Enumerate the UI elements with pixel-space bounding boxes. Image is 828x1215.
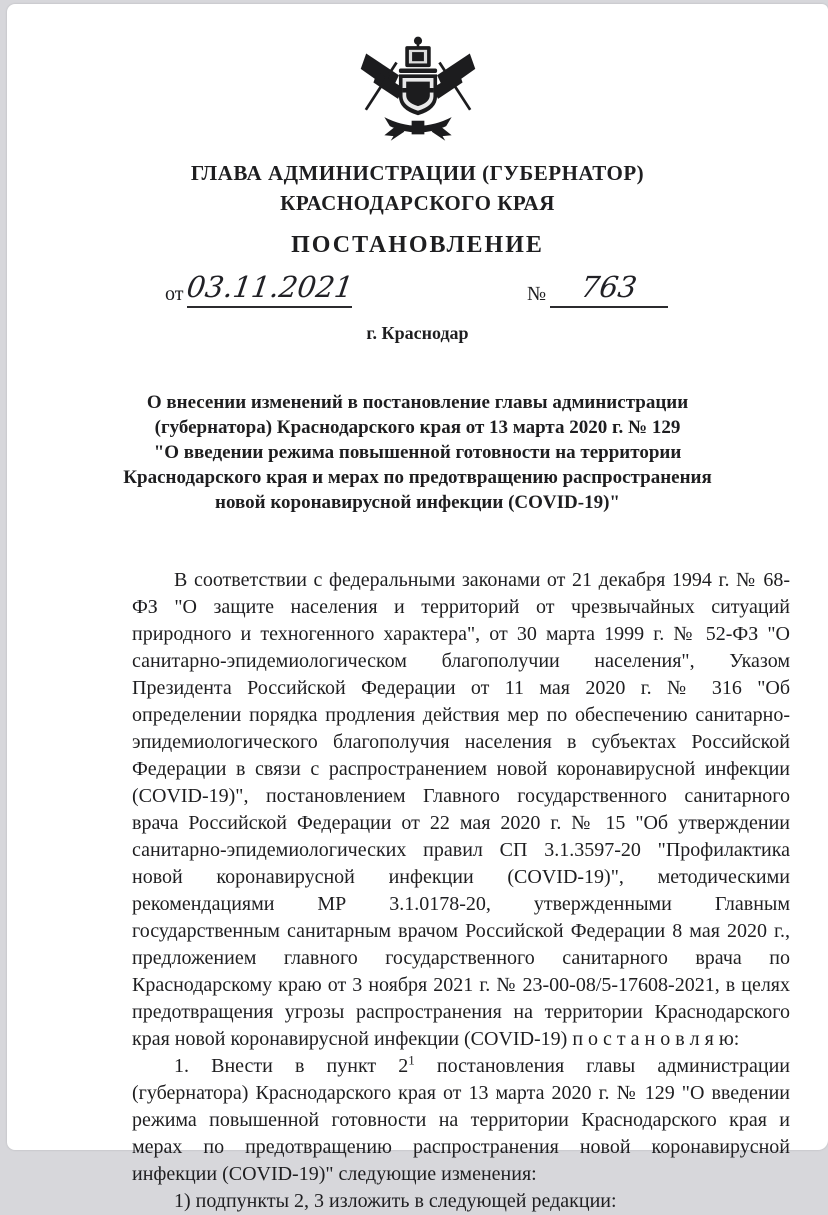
decree-body [132, 567, 790, 1215]
issuing-authority [7, 158, 828, 218]
amendment-paragraph-start: 1. Внести в пункт 2 [174, 1055, 409, 1077]
decree-title-line-1: О внесении изменений в постановление главы администрации [146, 392, 689, 413]
issuing-authority-line-1: ГЛАВА АДМИНИСТРАЦИИ (ГУБЕРНАТОР) [190, 161, 645, 185]
emblem-container [7, 4, 828, 142]
number-underline [550, 269, 668, 308]
point-superscript: 1 [408, 1052, 415, 1068]
date-label: от [165, 283, 184, 305]
preamble-paragraph: В соответствии с федеральными законами от 21 декабря 1994 г. № 68-ФЗ "О защите населения и территорий от чрезвычайных ситуаций природного и техногенного характера", от 30 марта 1999 г. № 52-ФЗ "О санитарно-эпидемиологическом благополучии населения", Указом Президента Российской Федерации от 11 мая 2020 г. № 316 "Об определении порядка продления действия мер по обеспечению санитарно-эпидемиологического благополучия населения в субъектах Российской Федерации в связи с распространением новой коронавирусной инфекции (COVID-19)", постановлением Главного государственного санитарного врача Российской Федерации от 22 мая 2020 г. № 15 "Об утверждении санитарно-эпидемиологических правил СП 3.1.3597-20 "Профилактика новой коронавирусной инфекции (COVID-19)", методическими рекомендациями МР 3.1.0178-20, утвержденными Главным государственным санитарным врачом Российской Федерации 8 мая 2020 г., предложением главного государственного санитарного врача по Краснодарскому краю от 3 ноября 2021 г. № 23-00-08/5-17608-2021, в целях предотвращения угрозы распространения на территории Краснодарского края новой коронавирусной инфекции (COVID-19) п о с т а н о в л я ю: [132, 569, 790, 1050]
decree-title-line-5: новой коронавирусной инфекции (COVID-19)" [215, 492, 620, 513]
subitem-paragraph: 1) подпункты 2, 3 изложить в следующей редакции: [174, 1190, 617, 1212]
document-type-heading: ПОСТАНОВЛЕНИЕ [291, 232, 544, 258]
decree-title [108, 390, 728, 515]
krasnodar-coat-of-arms-icon [358, 34, 478, 142]
decree-title-line-2: (губернатора) Краснодарского края от 13 марта 2020 г. № 129 [154, 417, 681, 438]
date-underline [184, 269, 356, 308]
decree-title-line-3: "О введении режима повышенной готовности на территории [153, 442, 682, 463]
handwritten-number: 763 [578, 270, 640, 304]
decree-title-line-4: Краснодарского края и мерах по предотвращению распространения [123, 467, 712, 488]
city-line: г. Краснодар [366, 323, 469, 343]
document-page [7, 4, 828, 1212]
issuing-authority-line-2: КРАСНОДАРСКОГО КРАЯ [280, 191, 555, 215]
amendment-paragraph-rest: постановления главы администрации (губернатора) Краснодарского края от 13 марта 2020 г. № 129 "О введении режима повышенной готовности на территории Краснодарского края и мерах по предотвращению распространения новой коронавирусной инфекции (COVID-19)" следующие изменения: [132, 1055, 790, 1185]
number-label: № [527, 283, 547, 305]
handwritten-date: 03.11.2021 [184, 270, 356, 304]
date-and-number-row [7, 269, 828, 315]
amendment-paragraph [132, 1053, 790, 1188]
